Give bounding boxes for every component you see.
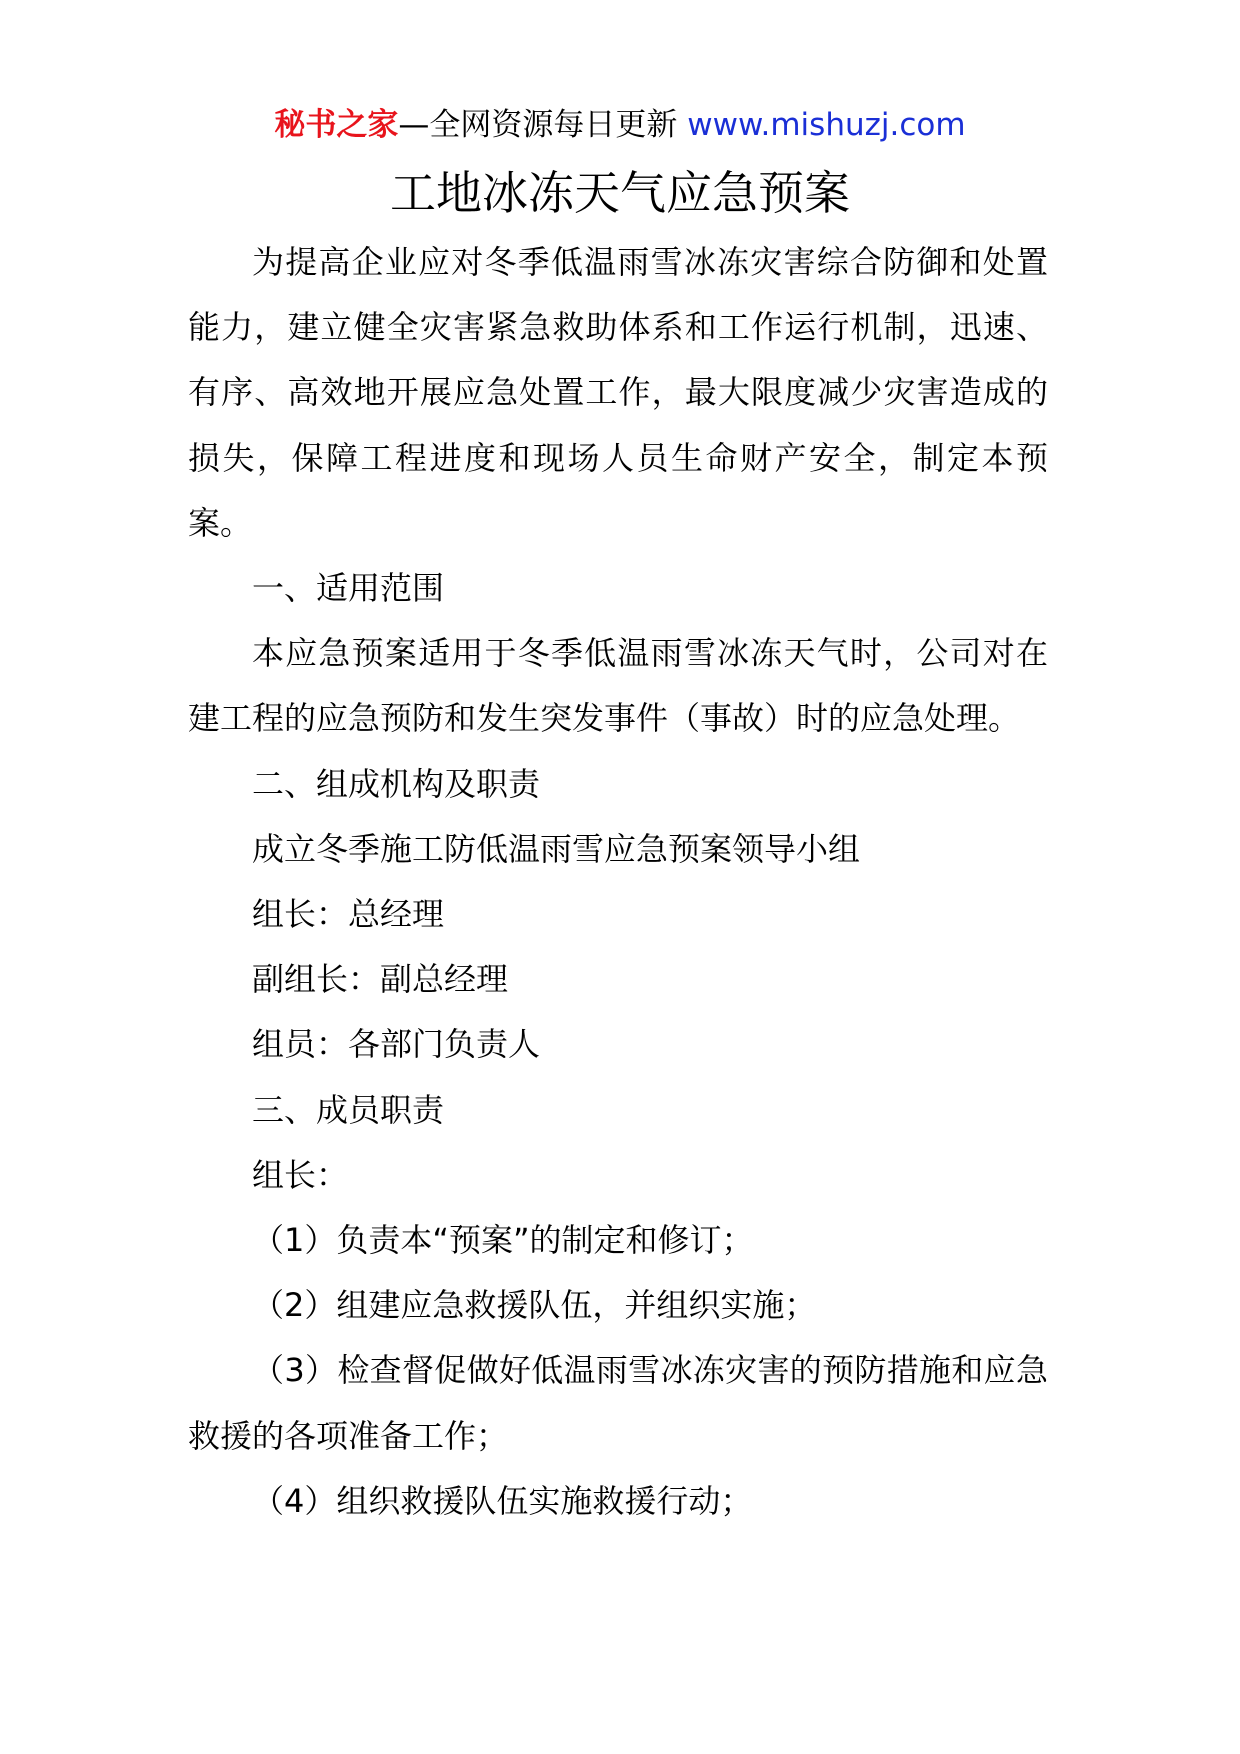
document-body [188,230,1048,1534]
group-leader-line: 组长：总经理 [252,895,445,934]
duty-item: （2）组建应急救援队伍，并组织实施； [252,1286,817,1325]
section-heading-duties: 三、成员职责 [252,1090,445,1129]
brand-name: 秘书之家 [274,107,399,143]
intro-paragraph: 为提高企业应对冬季低温雨雪冰冻灾害综合防御和处置能力，建立健全灾害紧急救助体系和工作运行机制，迅速、有序、高效地开展应急处置工作，最大限度减少灾害造成的损失，保障工程进度和现场人员生命财产安全，制定本预案。 [188,243,1048,542]
duty-item: （3）检查督促做好低温雨雪冰冻灾害的预防措施和应急救援的各项准备工作； [188,1351,1048,1455]
leader-duties-heading: 组长： [252,1155,349,1194]
duty-item: （1）负责本“预案”的制定和修订； [252,1221,754,1260]
group-members-line: 组员：各部门负责人 [252,1025,541,1064]
site-header [0,100,1240,150]
section-heading-organization: 二、组成机构及职责 [252,764,541,803]
deputy-leader-line: 副组长：副总经理 [252,960,509,999]
scope-paragraph: 本应急预案适用于冬季低温雨雪冰冻天气时，公司对在建工程的应急预防和发生突发事件（事故）时的应急处理。 [188,634,1048,738]
duty-item: （4）组织救援队伍实施救援行动； [252,1481,753,1520]
section-heading-scope: 一、适用范围 [252,569,445,608]
document-title: 工地冰冻天气应急预案 [390,166,850,220]
site-url-link[interactable]: www.mishuzj.com [687,107,966,143]
header-tagline: —全网资源每日更新 [398,107,678,143]
leadership-group-line: 成立冬季施工防低温雨雪应急预案领导小组 [252,829,861,868]
